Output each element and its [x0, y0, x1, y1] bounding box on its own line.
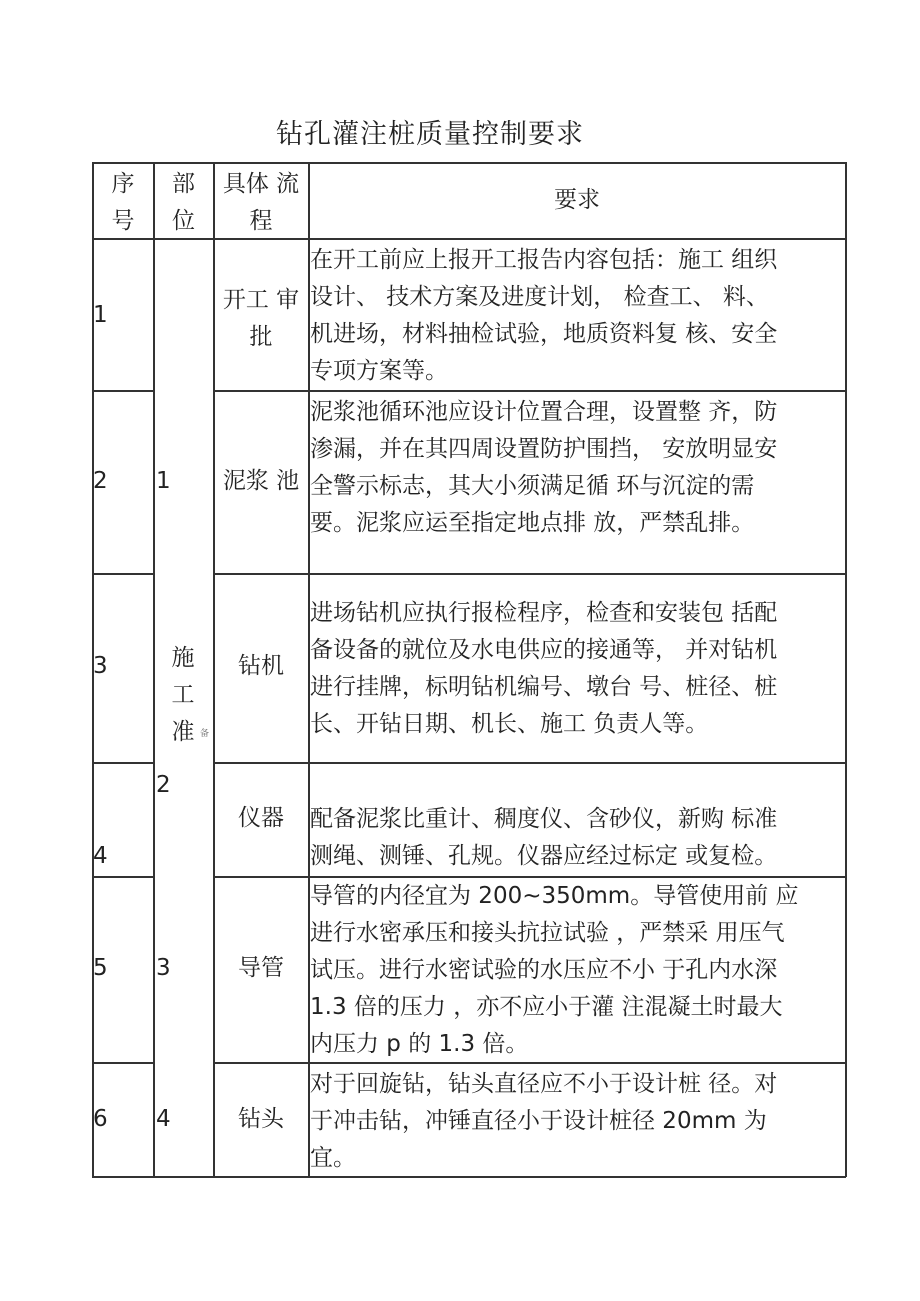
- row-divider: [92, 762, 154, 764]
- row6-req: 对于回旋钻，钻头直径应不小于设计桩 径。对 于冲击钻，冲锤直径小于设计桩径 20mm 为 宜。: [310, 1071, 778, 1171]
- header-flow: 具体 流 程: [222, 171, 300, 234]
- row5-sub: 3: [156, 955, 171, 981]
- row6-seq: 6: [93, 1106, 108, 1132]
- row3-flow: 钻机: [238, 653, 284, 679]
- row1-seq: 1: [93, 302, 108, 328]
- row4-sub: 2: [156, 772, 171, 798]
- section-label: 施 工 准: [171, 645, 195, 745]
- row2-sub: 1: [156, 468, 171, 494]
- row1-req: 在开工前应上报开工报告内容包括：施工 组织 设计、 技术方案及进度计划， 检查工、 料、 机进场，材料抽检试验，地质资料复 核、安全 专项方案等。: [310, 247, 778, 384]
- document-title: 钻孔灌注桩质量控制要求: [276, 119, 584, 150]
- row4-flow: 仪器: [238, 805, 284, 831]
- header-part: 部 位: [172, 171, 195, 234]
- header-seq: 序 号: [111, 171, 135, 234]
- row6-sub: 4: [156, 1106, 171, 1132]
- table-border-right: [845, 162, 847, 1177]
- row-divider: [92, 390, 154, 392]
- table-border-top: [92, 162, 846, 164]
- row3-seq: 3: [93, 653, 108, 679]
- row2-req: 泥浆池循环池应设计位置合理，设置整 齐，防 渗漏，并在其四周设置防护围挡， 安放明显安 全警示标志，其大小须满足循 环与沉淀的需 要。泥浆应运至指定地点排 放，严禁乱排。: [310, 399, 778, 536]
- row2-flow: 泥浆 池: [222, 468, 300, 494]
- row4-req: 配备泥浆比重计、稠度仪、含砂仪，新购 标准 测绳、测锤、孔规。仪器应经过标定 或复检。: [310, 806, 778, 869]
- section-mark: 备: [200, 729, 210, 739]
- row5-req: 导管的内径宜为 200~350mm。导管使用前 应 进行水密承压和接头抗拉试验 ，严禁采 用压气 试压。进行水密试验的水压应不小 于孔内水深 1.3 倍的压力 ，亦不应小于灌 注混凝土时最大 内压力 p 的 1.3 倍。: [310, 883, 799, 1057]
- row5-flow: 导管: [238, 955, 284, 981]
- row2-seq: 2: [93, 468, 108, 494]
- row1-flow: 开工 审 批: [222, 287, 300, 350]
- header-req: 要求: [554, 187, 600, 213]
- row-divider: [92, 1062, 154, 1064]
- row4-seq: 4: [93, 843, 108, 869]
- row-divider: [92, 573, 154, 575]
- row-divider: [92, 876, 154, 878]
- row5-seq: 5: [93, 955, 108, 981]
- row3-req: 进场钻机应执行报检程序，检查和安装包 括配 备设备的就位及水电供应的接通等， 并对钻机 进行挂牌，标明钻机编号、墩台 号、桩径、桩 长、开钻日期、机长、施工 负责人等。: [310, 600, 778, 737]
- row6-flow: 钻头: [238, 1106, 284, 1132]
